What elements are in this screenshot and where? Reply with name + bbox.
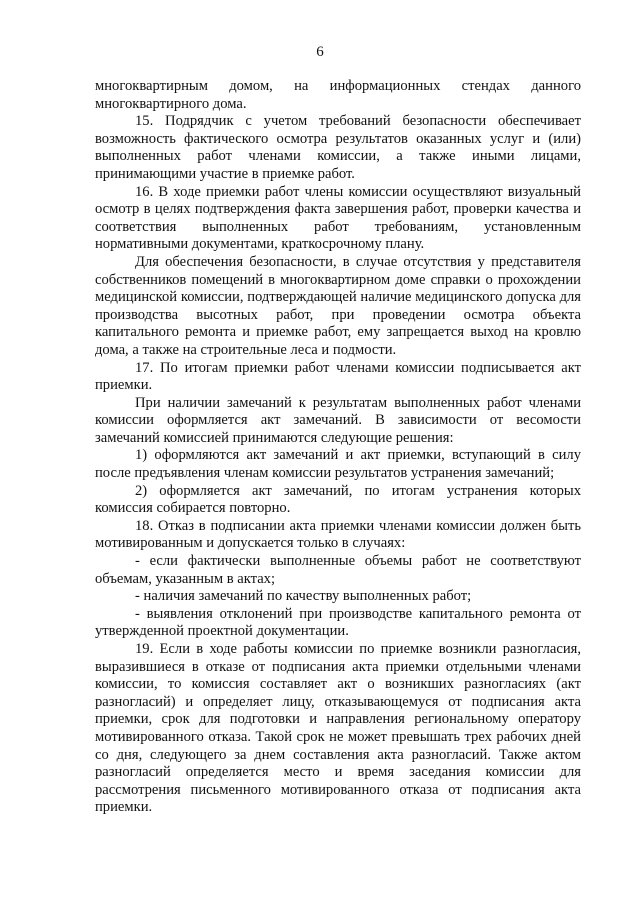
paragraph-continuation: многоквартирным домом, на информационных стендах данного многоквартирного дома. — [95, 78, 581, 112]
paragraph-16: 16. В ходе приемки работ члены комиссии осуществляют визуальный осмотр в целях подтверждения факта завершения работ, проверки качества и соответствия выполненных работ требованиям, установленным нормативными документами, краткосрочному плану. — [95, 183, 581, 253]
paragraph-19: 19. Если в ходе работы комиссии по приемке возникли разногласия, выразившиеся в отказе от подписания акта приемки отдельными членами комиссии, то комиссия составляет акт о возникших разногласиях (акт разногласий) и определяет лицу, отказывающемуся от подписания акта приемки, срок для подготовки и направления региональному оператору мотивированного отказа. Такой срок не может превышать трех рабочих дней со дня, следующего за днем составления акта разногласий. Также актом разногласий определяется место и время заседания комиссии для рассмотрения письменного мотивированного отказа от подписания акта приемки. — [95, 641, 581, 816]
list-item-1: 1) оформляются акт замечаний и акт приемки, вступающий в силу после предъявления членам комиссии результатов устранения замечаний; — [95, 447, 581, 482]
bullet-item-deviations: - выявления отклонений при производстве капитального ремонта от утвержденной проектной документации. — [95, 605, 581, 640]
bullet-item-volumes: - если фактически выполненные объемы работ не соответствуют объемам, указанным в актах; — [95, 553, 581, 587]
bullet-item-quality: - наличия замечаний по качеству выполненных работ; — [135, 588, 472, 605]
document-body — [95, 78, 581, 817]
paragraph-17: 17. По итогам приемки работ членами комиссии подписывается акт приемки. — [95, 359, 581, 394]
paragraph-remarks: При наличии замечаний к результатам выполненных работ членами комиссии оформляется акт замечаний. В зависимости от весомости замечаний комиссией принимаются следующие решения: — [95, 394, 581, 446]
list-item-2: 2) оформляется акт замечаний, по итогам устранения которых комиссия собирается повторно. — [95, 482, 581, 517]
page-number: 6 — [316, 44, 324, 60]
paragraph-safety: Для обеспечения безопасности, в случае отсутствия у представителя собственников помещений в многоквартирном доме справки о прохождении медицинской комиссии, подтверждающей наличие медицинского допуска для производства высотных работ, при проведении осмотра объекта капитального ремонта и приемке работ, ему запрещается выход на кровлю дома, а также на строительные леса и подмости. — [95, 253, 581, 358]
paragraph-18: 18. Отказ в подписании акта приемки членами комиссии должен быть мотивированным и допускается только в случаях: — [95, 517, 581, 552]
paragraph-15: 15. Подрядчик с учетом требований безопасности обеспечивает возможность фактического осмотра результатов оказанных услуг и (или) выполненных работ членами комиссии, а также иными лицами, принимающими участие в приемке работ. — [95, 113, 581, 182]
